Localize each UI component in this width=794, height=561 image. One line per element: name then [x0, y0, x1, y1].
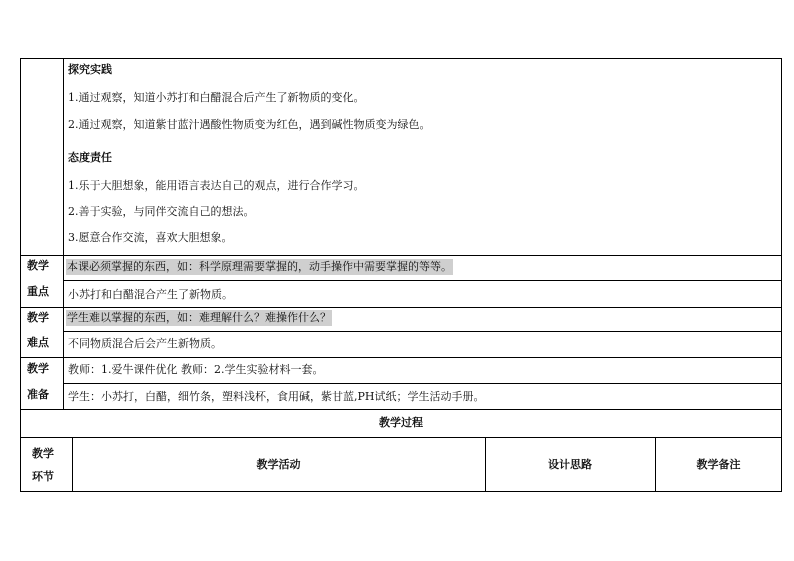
- rule-preparation-bottom: [20, 409, 782, 410]
- difficulties-label-bottom: 难点: [27, 336, 49, 349]
- preparation-label-top: 教学: [27, 362, 49, 375]
- rule-process-title-bottom: [20, 437, 782, 438]
- rule-preparation-mid: [63, 383, 782, 384]
- key-points-content: 小苏打和白醋混合产生了新物质。: [68, 288, 233, 301]
- difficulties-note: 学生难以掌握的东西，如：难理解什么？难操作什么？: [67, 311, 331, 324]
- preparation-teacher: 教师：1.爱牛课件优化 教师：2.学生实验材料一套。: [68, 363, 324, 376]
- preparation-student: 学生：小苏打，白醋，细竹条，塑料浅杯，食用碱，紫甘蓝,PH试纸；学生活动手册。: [68, 390, 485, 403]
- key-points-label-top: 教学: [27, 259, 49, 272]
- rule-objectives-bottom: [20, 255, 782, 256]
- process-col-notes: 教学备注: [696, 458, 741, 471]
- attitude-item-2: 2.善于实验，与同伴交流自己的想法。: [68, 205, 255, 218]
- rule-keypoints-mid: [63, 280, 782, 281]
- difficulties-label-top: 教学: [27, 311, 49, 324]
- process-col-stage-bottom: 环节: [32, 470, 54, 483]
- process-col-design: 设计思路: [548, 458, 592, 471]
- key-points-label-bottom: 重点: [27, 285, 49, 298]
- rule-difficulties-bottom: [20, 357, 782, 358]
- rule-keypoints-bottom: [20, 307, 782, 308]
- difficulties-content: 不同物质混合后会产生新物质。: [68, 337, 222, 350]
- preparation-label-bottom: 准备: [27, 388, 49, 401]
- rule-difficulties-mid: [63, 331, 782, 332]
- process-col-activity: 教学活动: [256, 458, 301, 471]
- process-title: 教学过程: [379, 416, 423, 429]
- attitude-title: 态度责任: [68, 151, 112, 164]
- inquiry-title: 探究实践: [68, 63, 112, 76]
- key-points-note: 本课必须掌握的东西，如：科学原理需要掌握的，动手操作中需要掌握的等等。: [67, 260, 452, 273]
- attitude-item-3: 3.愿意合作交流，喜欢大胆想象。: [68, 231, 233, 244]
- inquiry-item-1: 1.通过观察，知道小苏打和白醋混合后产生了新物质的变化。: [68, 91, 365, 104]
- attitude-item-1: 1.乐于大胆想象，能用语言表达自己的观点，进行合作学习。: [68, 179, 365, 192]
- process-col-stage-top: 教学: [32, 447, 54, 460]
- inquiry-item-2: 2.通过观察，知道紫甘蓝汁遇酸性物质变为红色，遇到碱性物质变为绿色。: [68, 118, 431, 131]
